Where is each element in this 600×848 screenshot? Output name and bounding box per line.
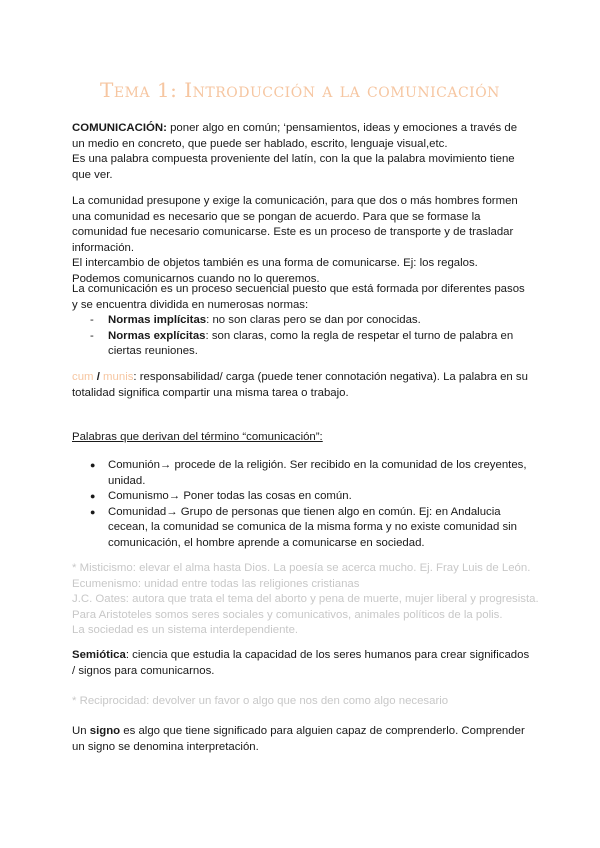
list-item [90, 329, 530, 360]
term-normas-implicitas: Normas implícitas [108, 314, 207, 326]
bullet-marker: ● [90, 460, 96, 470]
item-text: : no son claras pero se dan por conocidas. [206, 314, 421, 326]
note-reciprocidad: * Reciprocidad: devolver un favor o algo que nos den como algo necesario [72, 695, 449, 707]
latin-word-munis: munis [103, 371, 134, 383]
list-item [90, 489, 530, 505]
note-line: Ecumenismo: unidad entre todas las religiones cristianas [72, 577, 360, 590]
term-signo: signo [89, 725, 121, 737]
etimologia-text: : responsabilidad/ carga (puede tener connotación negativa). La palabra en su totalidad significa compartir una misma tarea o trabajo. [72, 371, 528, 399]
comunidad-text: La comunidad presupone y exige la comunicación, para que dos o más hombres formen una comunidad es necesario que se pongan de acuerdo. Para que se formase la comunidad fue necesario comunicarse. Este es un proceso de transporte y de trasladar información. [72, 195, 518, 254]
note-line: * Misticismo: elevar el alma hasta Dios. La poesía se acerca mucho. Ej. Fray Luis de León. [72, 562, 531, 574]
definition-comunicacion [72, 121, 532, 183]
list-item [90, 458, 530, 489]
semiotica-text: : ciencia que estudia la capacidad de los seres humanos para crear significados / signos para comunicarnos. [72, 649, 530, 677]
normas-list [90, 313, 530, 360]
slash-separator: / [93, 371, 104, 383]
note-line: La sociedad es un sistema interdependiente. [72, 624, 299, 636]
term-semiotica: Semiótica [72, 649, 126, 661]
term-comunicacion: COMUNICACIÓN: [72, 122, 167, 134]
page-title: Tema 1: Introducción a la comunicación [100, 78, 500, 102]
etymology-text: Es una palabra compuesta proveniente del latín, con la que la palabra movimiento tiene que ver. [72, 153, 515, 181]
dash-marker: - [90, 329, 94, 342]
item-text: : son claras, como la regla de respetar el turno de palabra en ciertas reuniones. [108, 329, 514, 357]
signo-pre: Un [72, 725, 90, 737]
signo-text: es algo que tiene significado para alguien capaz de comprenderlo. Comprender un signo se denomina interpretación. [72, 725, 525, 753]
list-item [90, 505, 530, 552]
note-line: Para Aristoteles somos seres sociales y comunicativos, animales políticos de la polis. [72, 608, 503, 621]
derived-words-heading: Palabras que derivan del término “comunicación”: [72, 431, 323, 443]
definition-text: poner algo en común; ‘pensamientos, ideas y emociones a través de un medio en concreto, que puede ser hablado, escrito, lenguaje visual,etc. [72, 122, 518, 150]
intercambio-text: El intercambio de objetos también es una forma de comunicarse. Ej: los regalos. [72, 257, 478, 269]
bullet-marker: ● [90, 491, 96, 501]
list-item [90, 313, 530, 329]
paragraph-proceso: La comunicación es un proceso secuencial puesto que está formada por diferentes pasos y se encuentra dividida en numerosas normas: [72, 283, 525, 311]
derived-words-list [90, 458, 530, 551]
comunicarnos-text: Podemos comunicarnos cuando no lo queremos. [72, 272, 320, 285]
term-normas-explicitas: Normas explícitas [108, 329, 206, 342]
paragraph-comunidad [72, 194, 532, 287]
paragraph-etimologia [72, 370, 532, 401]
side-notes [72, 561, 542, 639]
definition-signo [72, 724, 532, 755]
item-text: Comunidad→ Grupo de personas que tienen algo en común. Ej: en Andalucia cecean, la comunidad se comunica de la misma forma y no existe comunidad sin comunicación, el hombre aprende a comunicarse en sociedad. [108, 505, 518, 549]
dash-marker: - [90, 314, 94, 326]
bullet-marker: ● [90, 506, 96, 517]
latin-word-cum: cum [72, 371, 94, 383]
item-text: Comunismo→ Poner todas las cosas en común. [108, 490, 352, 502]
item-text: Comunión→ procede de la religión. Ser recibido en la comunidad de los creyentes, unidad. [108, 459, 527, 487]
note-line: J.C. Oates: autora que trata el tema del aborto y pena de muerte, mujer liberal y progresista. [72, 593, 539, 605]
definition-semiotica [72, 648, 532, 679]
